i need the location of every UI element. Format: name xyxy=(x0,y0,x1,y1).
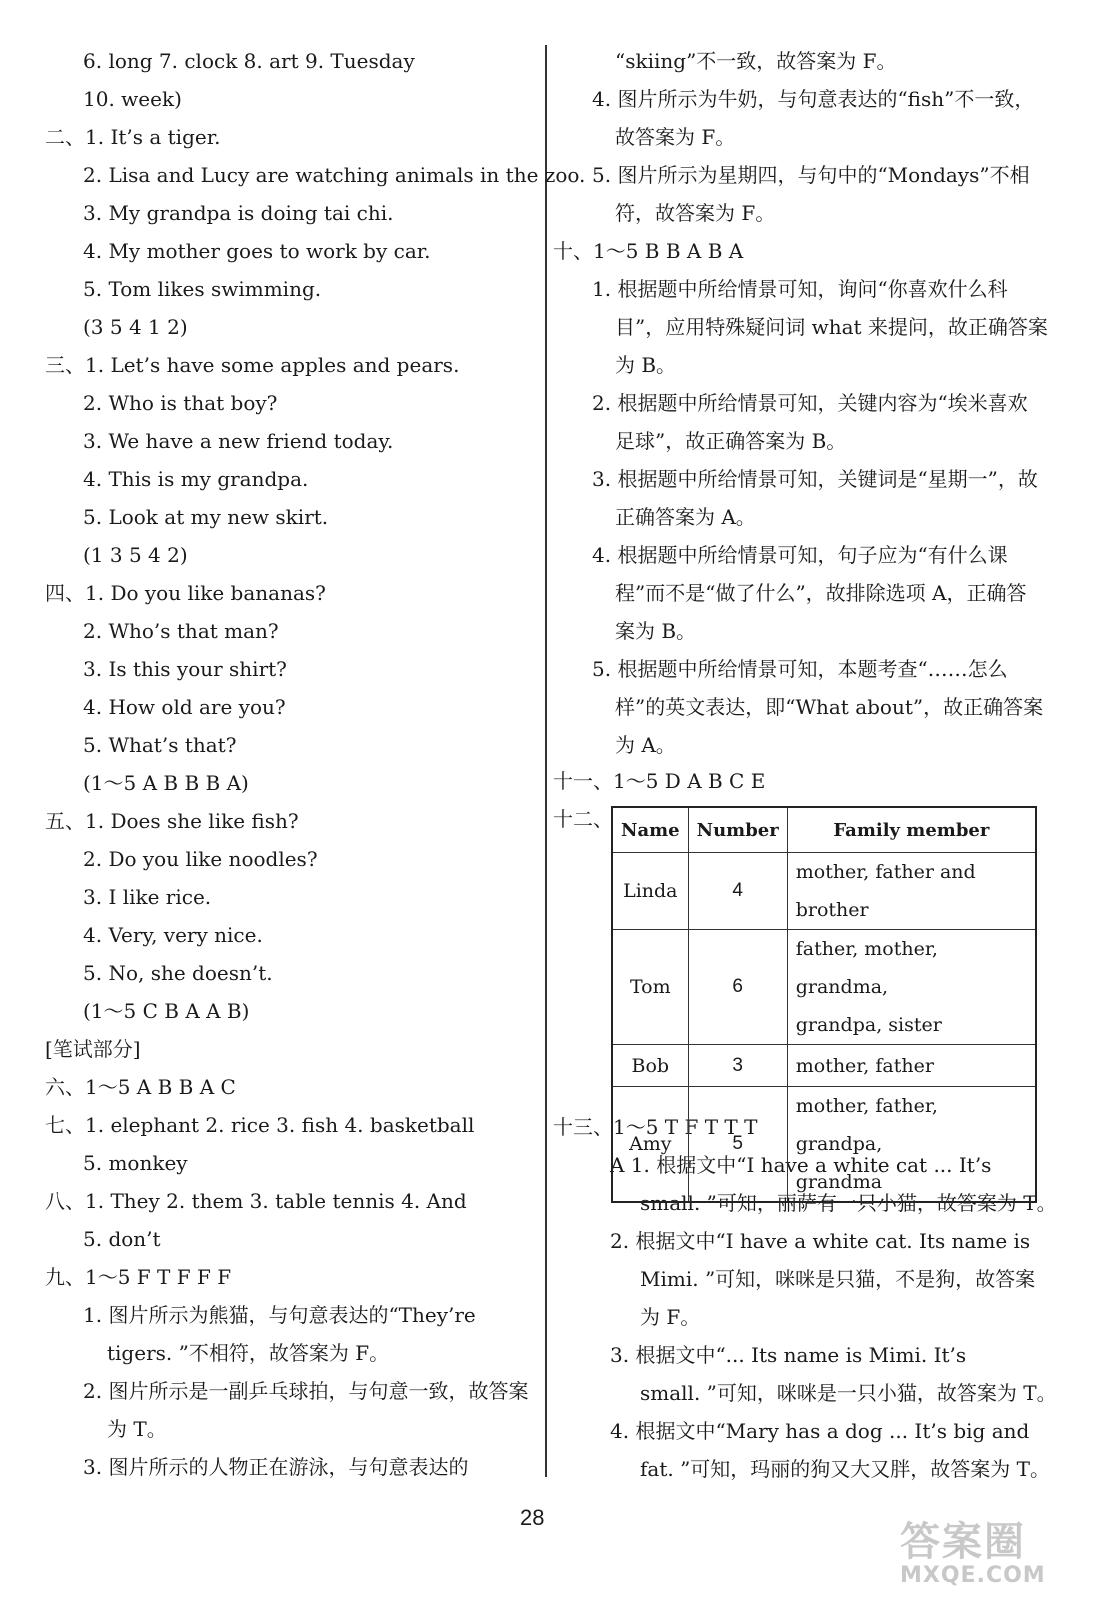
text-line: (3 5 4 1 2) xyxy=(83,315,188,339)
cell-name: Amy xyxy=(612,1087,688,1203)
cell-name: Tom xyxy=(612,930,688,1045)
text-line: “skiing”不一致，故答案为 F。 xyxy=(615,49,897,73)
text-line: 3. Is this your shirt? xyxy=(83,657,287,681)
watermark-text: 答案圈 xyxy=(900,1519,1026,1565)
text-line: small. ”可知，丽萨有一只小猫，故答案为 T。 xyxy=(640,1191,1057,1215)
text-line: A 1. 根据文中“I have a white cat ... It’s xyxy=(610,1153,992,1177)
text-line: small. ”可知，咪咪是一只小猫，故答案为 T。 xyxy=(640,1381,1057,1405)
text-line: 故答案为 F。 xyxy=(615,125,736,149)
text-line: 4. Very, very nice. xyxy=(83,923,263,947)
text-line: 六、1～5 A B B A C xyxy=(45,1075,236,1099)
text-line: 2. Do you like noodles? xyxy=(83,847,318,871)
text-line: tigers. ”不相符，故答案为 F。 xyxy=(107,1341,390,1365)
page-number: 28 xyxy=(520,1505,545,1530)
text-line: 十二、 xyxy=(553,807,613,831)
text-line: 5. monkey xyxy=(83,1151,188,1175)
cell-number: 4 xyxy=(688,853,787,930)
text-line: 十一、1～5 D A B C E xyxy=(553,769,766,793)
text-line: 2. Who is that boy? xyxy=(83,391,278,415)
text-line: 4. 根据文中“Mary has a dog ... It’s big and xyxy=(610,1419,1030,1443)
text-line: 程”而不是“做了什么”，故排除选项 A，正确答 xyxy=(615,581,1027,605)
header-number: Number xyxy=(688,807,787,853)
text-line: (1～5 C B A A B) xyxy=(83,999,250,1023)
watermark-logo xyxy=(900,1510,1070,1590)
text-line: 5. don’t xyxy=(83,1227,161,1251)
text-line: fat. ”可知，玛丽的狗又大又胖，故答案为 T。 xyxy=(640,1457,1050,1481)
cell-family-line1: mother, father, grandpa, xyxy=(795,1095,938,1155)
text-line: 4. 根据题中所给情景可知，句子应为“有什么课 xyxy=(592,543,1008,567)
text-line: 3. 根据文中“... Its name is Mimi. It’s xyxy=(610,1343,967,1367)
cell-number: 5 xyxy=(688,1087,787,1203)
text-line: 3. My grandpa is doing tai chi. xyxy=(83,201,394,225)
cell-family-line2: grandpa, sister xyxy=(795,1014,942,1036)
text-line: 5. No, she doesn’t. xyxy=(83,961,273,985)
text-line: 八、1. They 2. them 3. table tennis 4. And xyxy=(45,1189,467,1213)
text-line: 6. long 7. clock 8. art 9. Tuesday xyxy=(83,49,415,73)
table-header-row xyxy=(612,807,1036,853)
cell-name: Bob xyxy=(612,1045,688,1087)
text-line: 案为 B。 xyxy=(615,619,697,643)
cell-family: mother, father xyxy=(787,1045,1036,1087)
text-line: 10. week) xyxy=(83,87,182,111)
cell-family: mother, father and brother xyxy=(787,853,1036,930)
text-line: 三、1. Let’s have some apples and pears. xyxy=(45,353,460,377)
table-row xyxy=(612,853,1036,930)
text-line: 1. 根据题中所给情景可知，询问“你喜欢什么科 xyxy=(592,277,1008,301)
cell-name: Linda xyxy=(612,853,688,930)
text-line: 5. 根据题中所给情景可知，本题考查“……怎么 xyxy=(592,657,1008,681)
text-line: 为 B。 xyxy=(615,353,677,377)
text-line: 样”的英文表达，即“What about”，故正确答案 xyxy=(615,695,1044,719)
text-line: [笔试部分] xyxy=(45,1037,141,1061)
column-divider xyxy=(545,45,547,1477)
cell-family-line2: grandma xyxy=(795,1171,883,1193)
text-line: 2. 根据文中“I have a white cat. Its name is xyxy=(610,1229,1031,1253)
text-line: 二、1. It’s a tiger. xyxy=(45,125,221,149)
cell-family-line1: father, mother, grandma, xyxy=(795,938,938,998)
text-line: 四、1. Do you like bananas? xyxy=(45,581,326,605)
text-line: 1. 图片所示为熊猫，与句意表达的“They’re xyxy=(83,1303,476,1327)
text-line: 足球”，故正确答案为 B。 xyxy=(615,429,847,453)
text-line: 4. This is my grandpa. xyxy=(83,467,309,491)
text-line: 为 T。 xyxy=(107,1417,167,1441)
table-row xyxy=(612,1087,1036,1203)
text-line: 十、1～5 B B A B A xyxy=(553,239,744,263)
header-name: Name xyxy=(612,807,688,853)
text-line: 5. Tom likes swimming. xyxy=(83,277,322,301)
text-line: 5. What’s that? xyxy=(83,733,237,757)
text-line: 2. 根据题中所给情景可知，关键内容为“埃米喜欢 xyxy=(592,391,1028,415)
text-line: (1 3 5 4 2) xyxy=(83,543,188,567)
cell-number: 3 xyxy=(688,1045,787,1087)
table-row xyxy=(612,930,1036,1045)
text-line: 2. Who’s that man? xyxy=(83,619,279,643)
text-line: 正确答案为 A。 xyxy=(615,505,756,529)
text-line: (1～5 A B B B A) xyxy=(83,771,249,795)
family-table xyxy=(611,806,1037,1203)
text-line: 五、1. Does she like fish? xyxy=(45,809,299,833)
text-line: 十三、1～5 T F T T T xyxy=(553,1115,758,1139)
text-line: 为 F。 xyxy=(640,1305,701,1329)
text-line: 九、1～5 F T F F F xyxy=(45,1265,232,1289)
text-line: 4. 图片所示为牛奶，与句意表达的“fish”不一致， xyxy=(592,87,1035,111)
text-line: 为 A。 xyxy=(615,733,676,757)
text-line: 符，故答案为 F。 xyxy=(615,201,776,225)
text-line: 2. 图片所示是一副乒乓球拍，与句意一致，故答案 xyxy=(83,1379,529,1403)
header-family-member: Family member xyxy=(787,807,1036,853)
text-line: 3. I like rice. xyxy=(83,885,212,909)
cell-family xyxy=(787,1087,1036,1203)
cell-number: 6 xyxy=(688,930,787,1045)
text-line: Mimi. ”可知，咪咪是只猫，不是狗，故答案 xyxy=(640,1267,1036,1291)
text-line: 目”，应用特殊疑问词 what 来提问，故正确答案 xyxy=(615,315,1048,339)
watermark-url: MXQE.COM xyxy=(900,1563,1046,1588)
table-row xyxy=(612,1045,1036,1087)
text-line: 3. 根据题中所给情景可知，关键词是“星期一”，故 xyxy=(592,467,1038,491)
text-line: 4. My mother goes to work by car. xyxy=(83,239,431,263)
text-line: 5. Look at my new skirt. xyxy=(83,505,329,529)
text-line: 3. 图片所示的人物正在游泳，与句意表达的 xyxy=(83,1455,469,1479)
text-line: 3. We have a new friend today. xyxy=(83,429,394,453)
text-line: 5. 图片所示为星期四，与句中的“Mondays”不相 xyxy=(592,163,1030,187)
text-line: 2. Lisa and Lucy are watching animals in the zoo. xyxy=(83,163,586,187)
cell-family xyxy=(787,930,1036,1045)
text-line: 4. How old are you? xyxy=(83,695,286,719)
text-line: 七、1. elephant 2. rice 3. fish 4. basketball xyxy=(45,1113,475,1137)
